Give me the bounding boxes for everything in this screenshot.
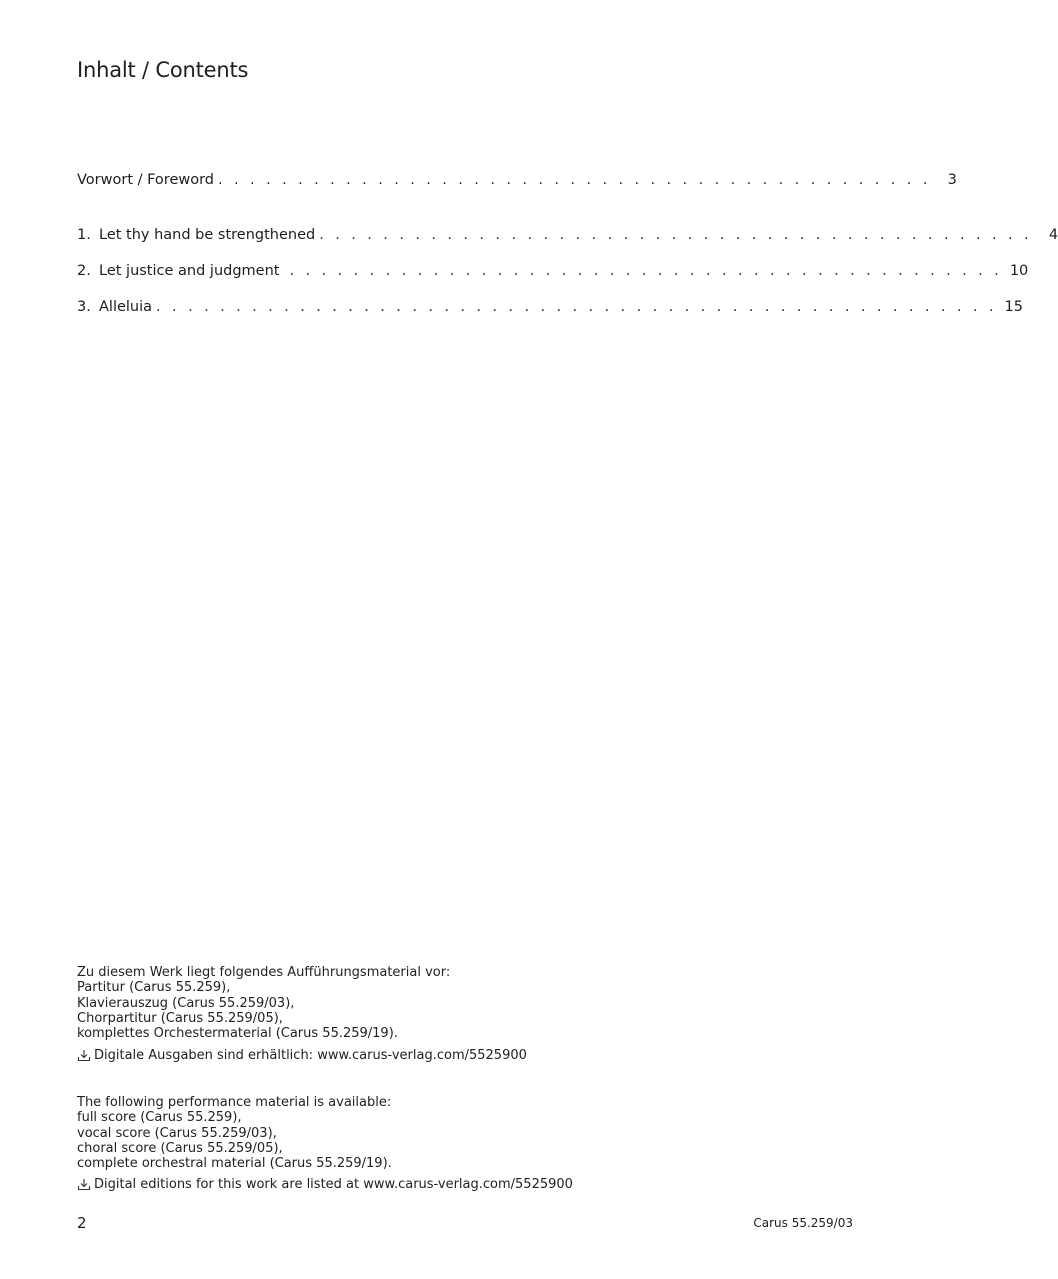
toc-entry-label: Alleluia: [99, 299, 153, 315]
toc-entry-number: 1.: [77, 227, 91, 243]
material-line: Chorpartitur (Carus 55.259/05),: [77, 1010, 283, 1026]
digital-editions-text: Digitale Ausgaben sind erhältlich: www.carus-verlag.com/5525900: [94, 1048, 527, 1063]
material-line: komplettes Orchestermaterial (Carus 55.259/19).: [77, 1026, 398, 1042]
material-line: choral score (Carus 55.259/05),: [77, 1140, 283, 1156]
toc-leader-dots: . . . . . . . . . . . . . . . . . . . . . . . . . . . . . . . . . . . . . . . . . . . . .: [319, 227, 1033, 243]
catalog-reference: Carus 55.259/03: [753, 1216, 853, 1230]
toc-entry-page: 4: [1048, 227, 1058, 243]
download-icon: [77, 1049, 91, 1062]
toc-entry-number: 3.: [77, 299, 91, 315]
performance-material-german: [77, 965, 450, 1041]
material-line: The following performance material is available:: [77, 1095, 392, 1110]
material-line: vocal score (Carus 55.259/03),: [77, 1125, 277, 1141]
toc-entry-foreword[interactable]: [77, 172, 957, 194]
toc-leader-dots: . . . . . . . . . . . . . . . . . . . . . . . . . . . . . . . . . . . . . . . . . . . . .: [289, 263, 1003, 279]
toc-leader-dots: . . . . . . . . . . . . . . . . . . . . . . . . . . . . . . . . . . . . . . . . . . . . . . . . . . . . .: [156, 299, 997, 315]
toc-entry-label: Let thy hand be strengthened: [99, 227, 316, 243]
material-line: complete orchestral material (Carus 55.259/19).: [77, 1156, 392, 1172]
toc-entry-2[interactable]: [77, 263, 1029, 285]
material-line: Klavierauszug (Carus 55.259/03),: [77, 995, 295, 1011]
digital-editions-link-english[interactable]: [77, 1177, 573, 1192]
toc-entry-3[interactable]: [77, 299, 1023, 321]
page-number: 2: [77, 1214, 87, 1232]
page-title: Inhalt / Contents: [77, 58, 249, 82]
toc-entry-1[interactable]: [77, 227, 1058, 249]
material-line: Zu diesem Werk liegt folgendes Aufführungsmaterial vor:: [77, 965, 451, 980]
toc-entry-page: 3: [947, 172, 957, 188]
toc-entry-label: Let justice and judgment: [99, 263, 280, 279]
digital-editions-link-german[interactable]: [77, 1048, 527, 1063]
toc-entry-page: 10: [1009, 263, 1029, 279]
performance-material-english: [77, 1095, 392, 1171]
material-line: Partitur (Carus 55.259),: [77, 980, 231, 996]
toc-entry-number: 2.: [77, 263, 91, 279]
toc-entry-label: Vorwort / Foreword: [77, 172, 215, 188]
toc-leader-dots: . . . . . . . . . . . . . . . . . . . . . . . . . . . . . . . . . . . . . . . . . . . . .: [218, 172, 931, 188]
material-line: full score (Carus 55.259),: [77, 1110, 242, 1126]
toc-entry-page: 15: [1004, 299, 1023, 315]
download-icon: [77, 1178, 91, 1191]
digital-editions-text: Digital editions for this work are listed at www.carus-verlag.com/5525900: [94, 1177, 573, 1192]
